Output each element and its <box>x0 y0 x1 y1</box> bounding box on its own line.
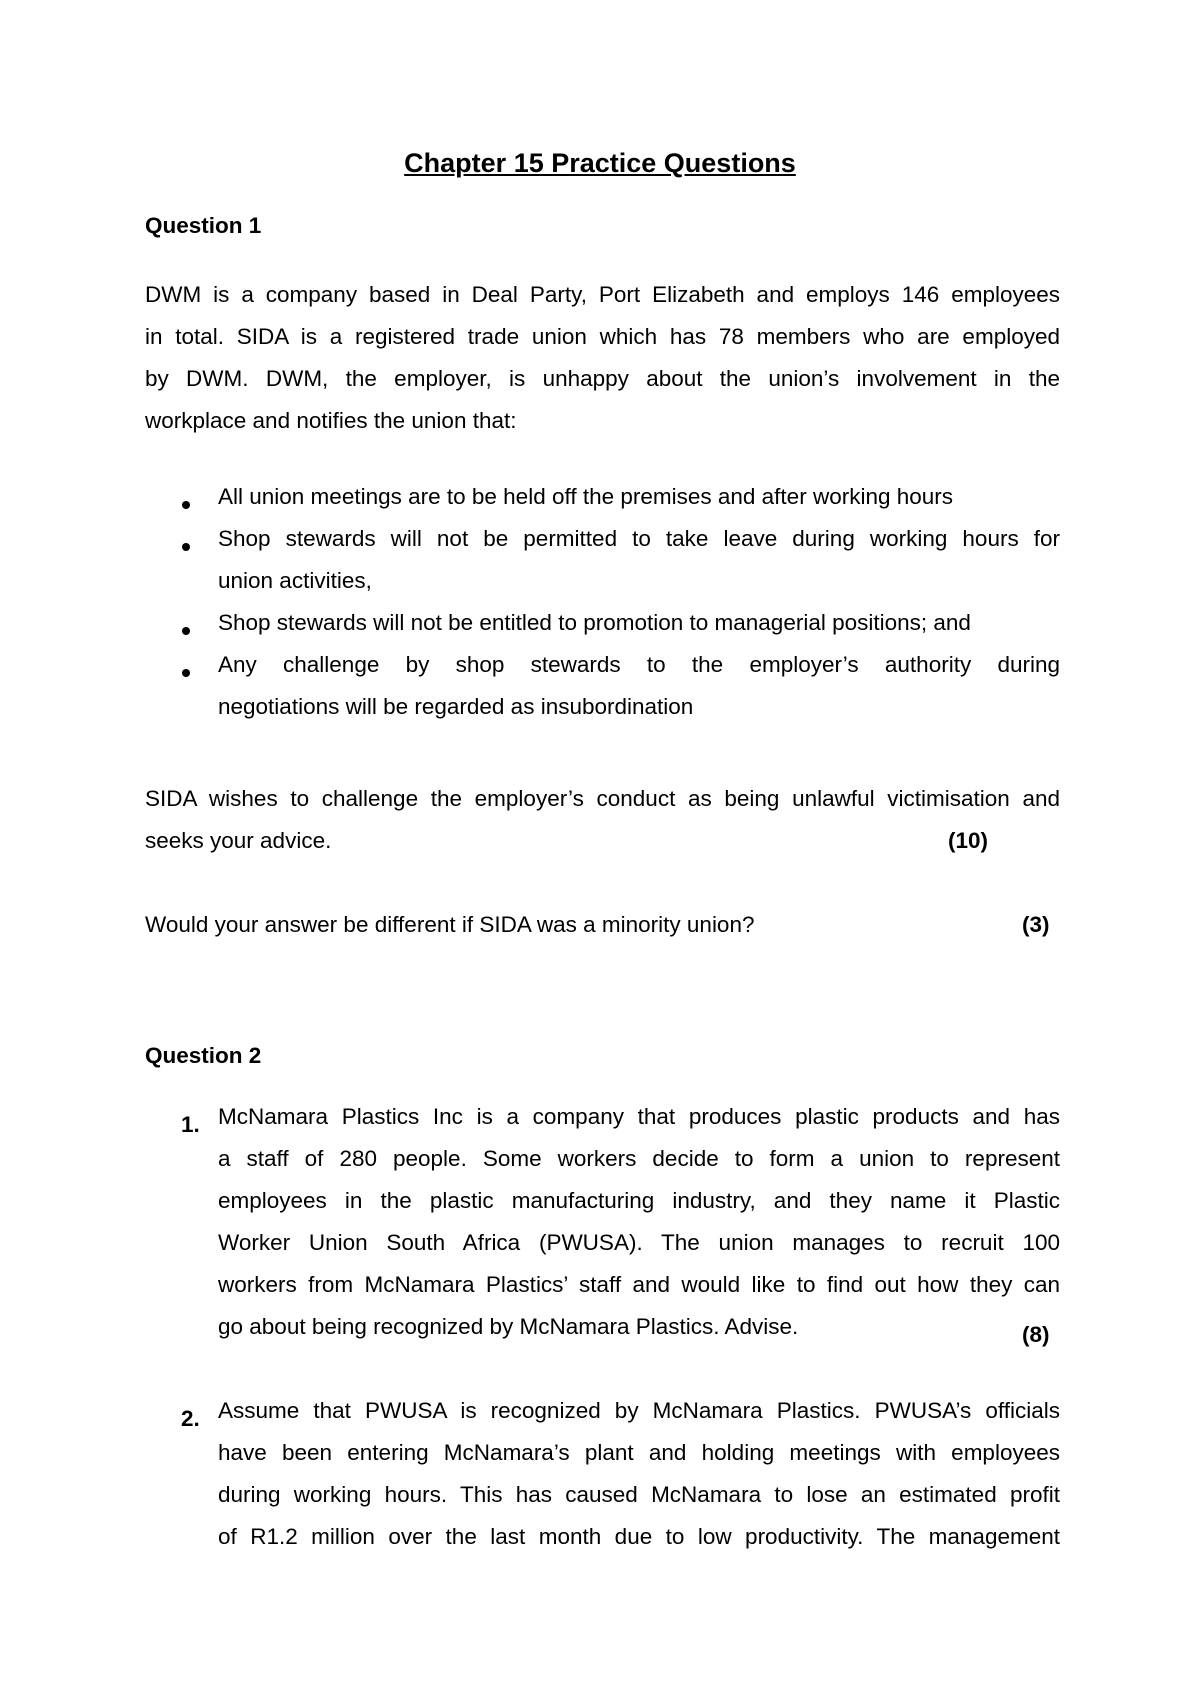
list-item <box>145 610 1060 652</box>
text-line: by DWM. DWM, the employer, is unhappy about the union’s involvement in the <box>145 366 1060 391</box>
text-line: employees in the plastic manufacturing industry, and they name it Plastic <box>218 1188 1060 1213</box>
item-body <box>218 1398 1060 1566</box>
list-item <box>145 652 1060 736</box>
text-line: of R1.2 million over the last month due to low productivity. The management <box>218 1524 1060 1549</box>
marks-label: (3) <box>1022 912 1050 937</box>
text-line: in total. SIDA is a registered trade union which has 78 members who are employed <box>145 324 1060 349</box>
bullet-icon <box>182 501 190 509</box>
question-1-intro <box>145 274 1060 442</box>
marks-label: (10) <box>948 828 989 853</box>
item-body <box>218 1104 1060 1356</box>
text-line: All union meetings are to be held off the premises and after working hours <box>218 484 954 509</box>
text-line: Shop stewards will not be permitted to take leave during working hours for <box>218 526 1060 551</box>
text-line: Would your answer be different if SIDA was a minority union? <box>145 912 755 937</box>
question-1-bullet-list <box>145 484 1060 736</box>
question-1-followup <box>145 904 1060 946</box>
text-line: workplace and notifies the union that: <box>145 408 517 433</box>
list-item <box>145 484 1060 526</box>
bullet-icon <box>182 543 190 551</box>
numbered-item-1 <box>145 1104 1060 1356</box>
item-number: 2. <box>181 1406 200 1431</box>
text-line: Assume that PWUSA is recognized by McNamara Plastics. PWUSA’s officials <box>218 1398 1060 1423</box>
bullet-icon <box>182 627 190 635</box>
text-line: go about being recognized by McNamara Plastics. Advise. <box>218 1314 799 1339</box>
text-line: Worker Union South Africa (PWUSA). The union manages to recruit 100 <box>218 1230 1060 1255</box>
question-2-heading: Question 2 <box>145 1043 262 1068</box>
question-1-challenge <box>145 778 1060 862</box>
text-line: DWM is a company based in Deal Party, Port Elizabeth and employs 146 employees <box>145 282 1060 307</box>
text-line: during working hours. This has caused McNamara to lose an estimated profit <box>218 1482 1060 1507</box>
text-line: McNamara Plastics Inc is a company that produces plastic products and has <box>218 1104 1060 1129</box>
marks-label: (8) <box>1022 1322 1050 1347</box>
text-line: negotiations will be regarded as insubordination <box>218 694 694 719</box>
bullet-icon <box>182 669 190 677</box>
text-line: workers from McNamara Plastics’ staff and would like to find out how they can <box>218 1272 1060 1297</box>
text-line: union activities, <box>218 568 372 593</box>
list-item <box>145 526 1060 610</box>
page-title: Chapter 15 Practice Questions <box>404 148 796 178</box>
text-line: Any challenge by shop stewards to the employer’s authority during <box>218 652 1060 677</box>
text-line: seeks your advice. <box>145 828 332 853</box>
text-line: a staff of 280 people. Some workers decide to form a union to represent <box>218 1146 1060 1171</box>
text-line: SIDA wishes to challenge the employer’s conduct as being unlawful victimisation and <box>145 786 1060 811</box>
text-line: Shop stewards will not be entitled to promotion to managerial positions; and <box>218 610 971 635</box>
numbered-item-2 <box>145 1398 1060 1566</box>
text-line: have been entering McNamara’s plant and holding meetings with employees <box>218 1440 1060 1465</box>
question-1-heading: Question 1 <box>145 213 262 238</box>
item-number: 1. <box>181 1112 200 1137</box>
